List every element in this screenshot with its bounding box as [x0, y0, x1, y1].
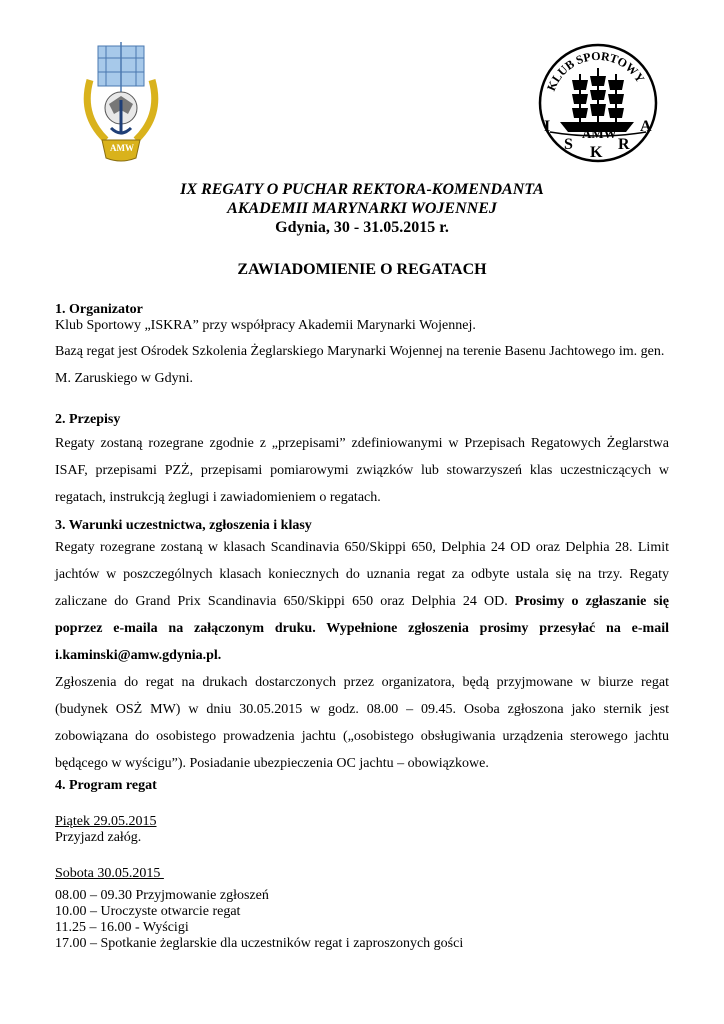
program-day-date: Sobota 30.05.2015 [55, 866, 164, 881]
section-heading: 4. Program regat [55, 778, 157, 793]
section-text: Regaty zostaną rozegrane zgodnie z „przepisami” zdefiniowanymi w Przepisach Regatowych Żeglarstwa ISAF, przepisami PZŻ, przepisami pomiarowymi związków lub stowarzyszeń klas uczestniczących w regatach, instrukcją żeglugi i zawiadomieniem o regatach. [55, 436, 669, 505]
program-day-friday [55, 814, 669, 846]
iskra-arc-text: KLUB SPORTOWY [543, 48, 648, 93]
iskra-center-text: AMW [582, 126, 617, 141]
iskra-club-logo [530, 40, 666, 166]
section-text: Klub Sportowy „ISKRA” przy współpracy Akademii Marynarki Wojennej. [55, 318, 476, 333]
amw-emblem-logo [76, 40, 166, 165]
iskra-letter-4: R [618, 136, 630, 153]
program-item: 17.00 – Spotkanie żeglarskie dla uczestników regat i zaproszonych gości [55, 936, 464, 951]
section-heading: 3. Warunki uczestnictwa, zgłoszenia i klasy [55, 518, 312, 533]
title-line-1: IX REGATY O PUCHAR REKTORA-KOMENDANTA [180, 181, 544, 198]
iskra-letter-3: K [590, 144, 603, 161]
program-item: 11.25 – 16.00 - Wyścigi [55, 920, 189, 935]
section-entry-conditions [55, 518, 669, 777]
title-line-2: AKADEMII MARYNARKI WOJENNEJ [227, 200, 497, 217]
iskra-letter-2: S [564, 136, 573, 153]
section-text: Bazą regat jest Ośrodek Szkolenia Żeglarskiego Marynarki Wojennej na terenie Basenu Jachtowego im. gen. M. Zaruskiego w Gdyni. [55, 344, 665, 386]
iskra-letter-5: A [640, 118, 652, 135]
program-item: 10.00 – Uroczyste otwarcie regat [55, 904, 241, 919]
section-rules [55, 412, 669, 511]
section-program [55, 778, 669, 952]
notice-title: ZAWIADOMIENIE O REGATACH [237, 261, 487, 278]
amw-emblem-text: AMW [110, 143, 134, 153]
program-item: Przyjazd załóg. [55, 830, 142, 845]
section-text [55, 534, 669, 669]
title-date-line: Gdynia, 30 - 31.05.2015 r. [275, 219, 449, 236]
program-item: 08.00 – 09.30 Przyjmowanie zgłoszeń [55, 888, 269, 903]
section-heading: 1. Organizator [55, 302, 143, 317]
regatta-title-block [0, 180, 724, 237]
program-day-saturday [55, 866, 669, 952]
iskra-letter-1: I [544, 118, 551, 135]
entry-email-instruction: Prosimy o zgłaszanie się poprzez e-maila na załączonym druku. Wypełnione zgłoszenia prosimy przesyłać na e-mail i.kaminski@amw.gdynia.pl. [55, 594, 669, 663]
section-text: Zgłoszenia do regat na drukach dostarczonych przez organizatora, będą przyjmowane w biurze regat (budynek OSŻ MW) w dniu 30.05.2015 w godz. 08.00 – 09.45. Osoba zgłoszona jako sternik jest zobowiązana do osobistego prowadzenia jachtu („osobistego obsługiwania urządzenia sterowego jachtu będącego w wyścigu”). Posiadanie ubezpieczenia OC jachtu – obowiązkowe. [55, 675, 669, 771]
section-heading: 2. Przepisy [55, 412, 121, 427]
program-day-date: Piątek 29.05.2015 [55, 814, 157, 829]
entry-text: Regaty rozegrane zostaną w klasach Scandinavia 650/Skippi 650, Delphia 24 OD oraz Delphia 28. Limit jachtów w poszczególnych klasach koniecznych do uznania regat za odbyte ustala się na trzy. Regaty zaliczane do Grand Prix Scandinavia 650/Skippi 650 oraz Delphia 24 OD. [55, 540, 669, 609]
section-organizer [55, 302, 669, 392]
